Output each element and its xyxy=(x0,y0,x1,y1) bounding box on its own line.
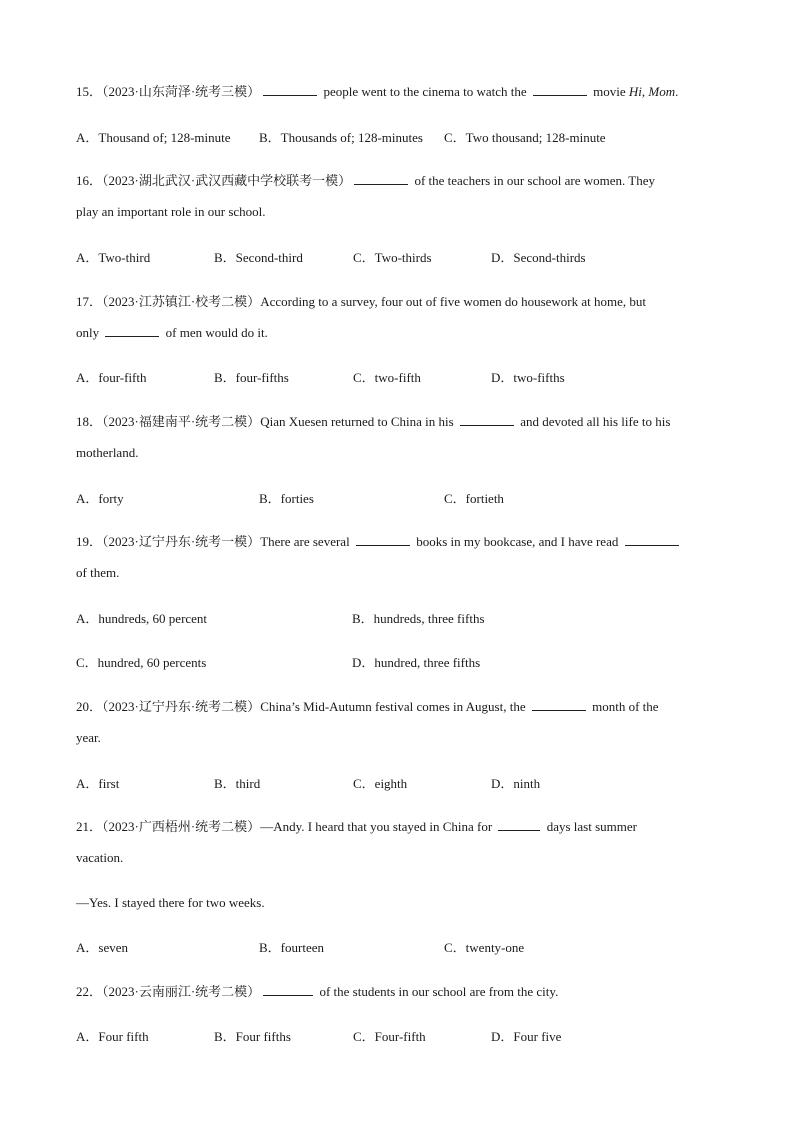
question-source: （2023·云南丽江·统考二模） xyxy=(102,984,261,999)
question-text: Qian Xuesen returned to China in his xyxy=(260,414,457,429)
question-source: （2023·山东菏泽·统考三模） xyxy=(102,84,261,99)
option-b: B．Four fifths xyxy=(214,1029,291,1044)
question-text: There are several xyxy=(260,534,353,549)
option-d: D．ninth xyxy=(491,776,541,791)
question-text: play an important role in our school. xyxy=(76,204,266,219)
options-15 xyxy=(76,127,726,147)
question-text: of the teachers in our school are women. They xyxy=(411,173,655,188)
question-text: year. xyxy=(76,730,101,745)
option-b: B．Thousands of; 128-minutes xyxy=(259,130,423,145)
question-number: 15． xyxy=(76,84,103,99)
question-number: 18． xyxy=(76,414,103,429)
question-21 xyxy=(76,811,716,873)
question-text: vacation. xyxy=(76,850,124,865)
option-d: D．Four five xyxy=(491,1029,562,1044)
option-c: C．Four-fifth xyxy=(353,1029,426,1044)
option-b: B．Second-third xyxy=(214,250,303,265)
answer-blank xyxy=(263,81,317,96)
question-text: of them. xyxy=(76,565,120,580)
question-number: 17． xyxy=(76,294,103,309)
question-17 xyxy=(76,286,716,348)
question-16 xyxy=(76,165,716,227)
question-text: days last summer xyxy=(543,819,637,834)
question-number: 21． xyxy=(76,819,103,834)
question-text: of men would do it. xyxy=(162,325,268,340)
question-text: people went to the cinema to watch the xyxy=(320,84,530,99)
movie-title: Hi, Mom xyxy=(628,84,676,99)
options-20 xyxy=(76,773,726,793)
question-22 xyxy=(76,976,716,1007)
option-d: D．Second-thirds xyxy=(491,250,586,265)
option-b: B．third xyxy=(214,776,261,791)
option-c: C．Two thousand; 128-minute xyxy=(444,130,606,145)
answer-blank xyxy=(356,531,410,546)
question-source: （2023·湖北武汉·武汉西藏中学校联考一模） xyxy=(102,173,352,188)
option-d: D．two-fifths xyxy=(491,370,565,385)
option-c: C．hundred, 60 percents xyxy=(76,655,207,670)
option-a: A．Four fifth xyxy=(76,1029,149,1044)
question-number: 22． xyxy=(76,984,103,999)
options-16 xyxy=(76,247,726,267)
answer-blank xyxy=(532,696,586,711)
option-a: A．first xyxy=(76,776,120,791)
answer-blank xyxy=(533,81,587,96)
answer-blank xyxy=(625,531,679,546)
question-18 xyxy=(76,406,716,468)
option-d: D．hundred, three fifths xyxy=(352,655,481,670)
question-text: only xyxy=(76,325,103,340)
question-source: （2023·广西梧州·统考二模） xyxy=(102,819,261,834)
question-text: . xyxy=(675,84,679,99)
question-text: —Yes. I stayed there for two weeks. xyxy=(76,895,265,910)
question-number: 20． xyxy=(76,699,103,714)
option-a: A．Two-third xyxy=(76,250,151,265)
question-text: and devoted all his life to his xyxy=(516,414,671,429)
question-number: 19． xyxy=(76,534,103,549)
option-c: C．Two-thirds xyxy=(353,250,432,265)
option-a: A．Thousand of; 128-minute xyxy=(76,130,231,145)
question-15 xyxy=(76,76,716,107)
question-text: motherland. xyxy=(76,445,139,460)
option-b: B．forties xyxy=(259,491,314,506)
answer-blank xyxy=(498,816,540,831)
option-c: C．twenty-one xyxy=(444,940,525,955)
option-a: A．seven xyxy=(76,940,128,955)
options-19b xyxy=(76,652,726,672)
answer-blank xyxy=(460,411,514,426)
option-b: B．four-fifths xyxy=(214,370,289,385)
question-text: month of the xyxy=(588,699,659,714)
option-a: A．four-fifth xyxy=(76,370,147,385)
option-c: C．two-fifth xyxy=(353,370,421,385)
question-text: of the students in our school are from the city. xyxy=(316,984,559,999)
question-text: China’s Mid-Autumn festival comes in August, the xyxy=(260,699,529,714)
option-c: C．fortieth xyxy=(444,491,504,506)
answer-blank xyxy=(354,170,408,185)
option-b: B．hundreds, three fifths xyxy=(352,611,485,626)
option-b: B．fourteen xyxy=(259,940,324,955)
options-21 xyxy=(76,937,726,957)
question-source: （2023·江苏镇江·校考二模） xyxy=(102,294,261,309)
options-18 xyxy=(76,488,726,508)
option-a: A．hundreds, 60 percent xyxy=(76,611,208,626)
question-number: 16． xyxy=(76,173,103,188)
options-19a xyxy=(76,608,726,628)
answer-blank xyxy=(263,981,313,996)
option-a: A．forty xyxy=(76,491,124,506)
question-source: （2023·辽宁丹东·统考一模） xyxy=(102,534,261,549)
question-20 xyxy=(76,691,716,753)
question-text: movie xyxy=(589,84,629,99)
question-source: （2023·辽宁丹东·统考二模） xyxy=(102,699,261,714)
answer-blank xyxy=(105,322,159,337)
options-22 xyxy=(76,1026,726,1046)
option-c: C．eighth xyxy=(353,776,408,791)
question-source: （2023·福建南平·统考二模） xyxy=(102,414,261,429)
question-text: According to a survey, four out of five women do housework at home, but xyxy=(260,294,647,309)
question-text: —Andy. I heard that you stayed in China for xyxy=(260,819,496,834)
question-text: books in my bookcase, and I have read xyxy=(412,534,622,549)
question-21-reply xyxy=(76,887,716,918)
options-17 xyxy=(76,367,726,387)
question-19 xyxy=(76,526,716,588)
